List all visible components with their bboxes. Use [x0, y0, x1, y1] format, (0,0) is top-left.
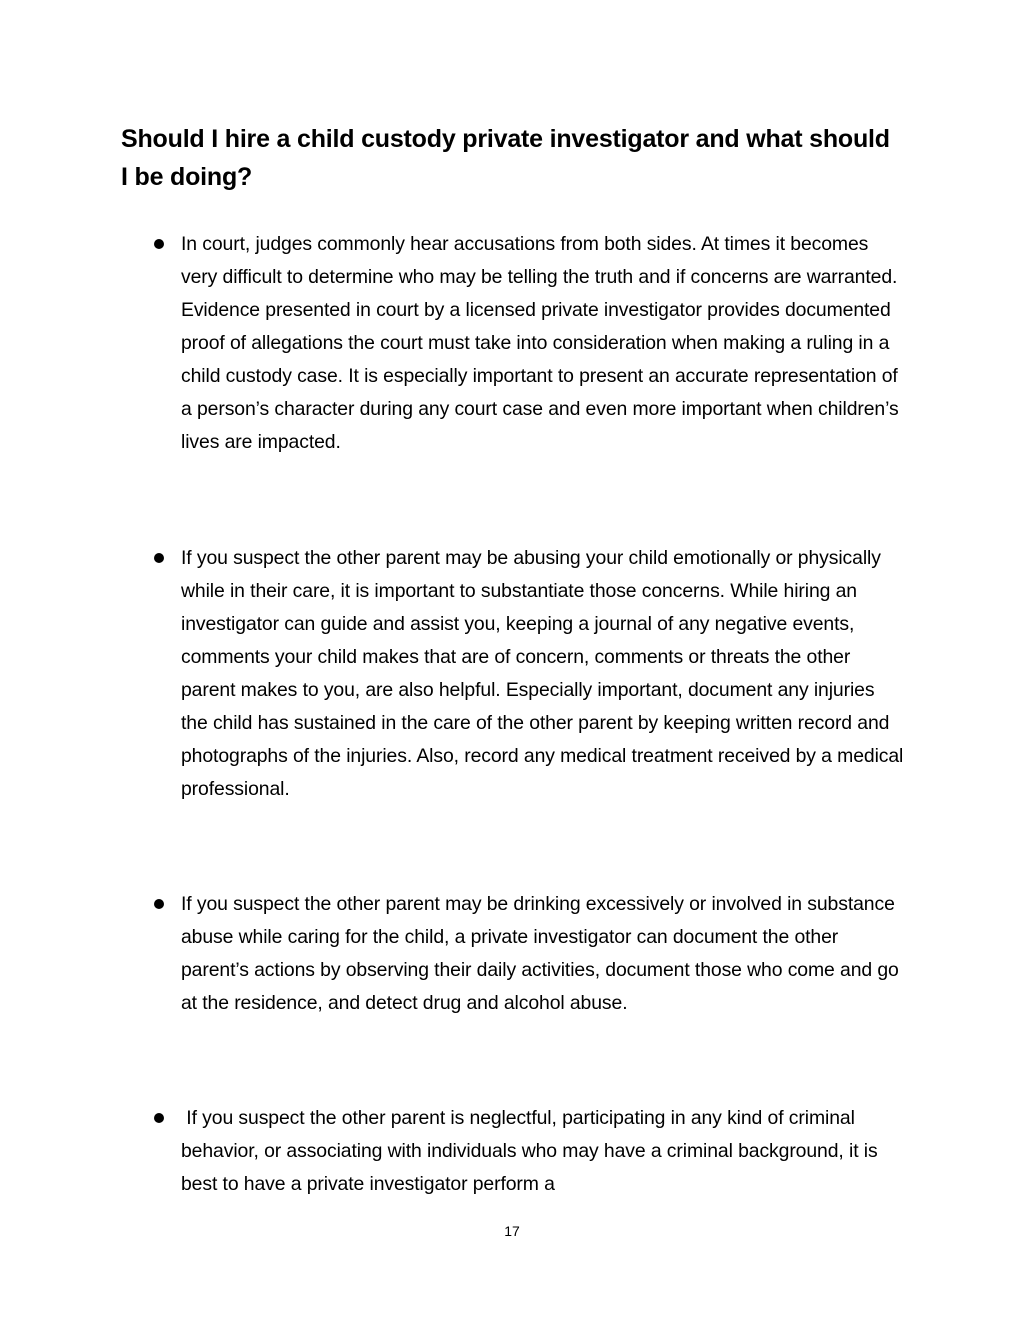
bullet-item-substance-abuse [181, 888, 905, 1020]
bullet-text: If you suspect the other parent may be drinking excessively or involved in substance abuse while caring for the child, a private investigator can document the other parent’s actions by observing their daily activities, document those who come and go at the residence, and detect drug and alcohol abuse. [181, 893, 899, 1014]
bullet-dot-icon [154, 899, 164, 909]
bullet-dot-icon [154, 1113, 164, 1123]
bullet-text: If you suspect the other parent may be abusing your child emotionally or physically while in their care, it is important to substantiate those concerns. While hiring an investigator can guide and assist you, keeping a journal of any negative events, comments your child makes that are of concern, comments or threats the other parent makes to you, are also helpful. Especially important, document any injuries the child has sustained in the care of the other parent by keeping written record and photographs of the injuries. Also, record any medical treatment received by a medical professional. [181, 547, 904, 800]
bullet-text: In court, judges commonly hear accusations from both sides. At times it becomes very difficult to determine who may be telling the truth and if concerns are warranted. Evidence presented in court by a licensed private investigator provides documented proof of allegations the court must take into consideration when making a ruling in a child custody case. It is especially important to present an accurate representation of a person’s character during any court case and even more important when children’s lives are impacted. [181, 233, 899, 453]
page-number: 17 [504, 1223, 520, 1239]
bullet-item-court-evidence [181, 228, 905, 459]
bullet-dot-icon [154, 553, 164, 563]
bullet-item-abuse-concerns [181, 542, 905, 806]
bullet-item-neglect-criminal [181, 1102, 905, 1201]
bullet-dot-icon [154, 239, 164, 249]
bullet-text: If you suspect the other parent is neglectful, participating in any kind of criminal behavior, or associating with individuals who may have a criminal background, it is best to have a private investigator perform a [181, 1107, 883, 1195]
page-heading: Should I hire a child custody private investigator and what should I be doing? [121, 125, 890, 191]
